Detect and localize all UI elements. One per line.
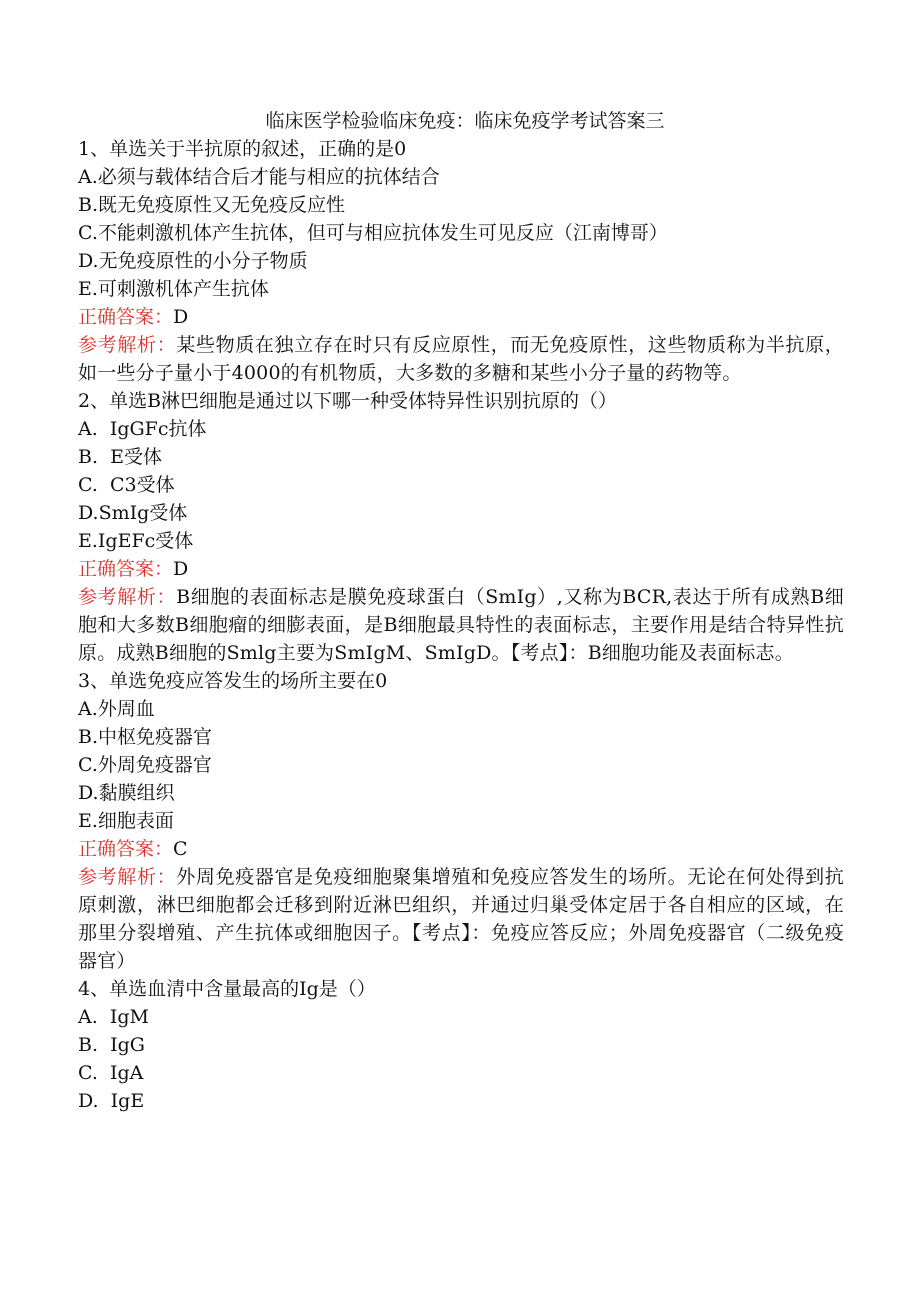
option-b: B. IgG — [78, 1034, 145, 1056]
question-stem: 2、单选B淋巴细胞是通过以下哪一种受体特异性识别抗原的（） — [78, 390, 618, 412]
explanation-text: 某些物质在独立存在时只有反应原性，而无免疫原性，这些物质称为半抗原，如一些分子量小于4000的有机物质，大多数的多糖和某些小分子量的药物等。 — [78, 334, 844, 384]
option-a: A.外周血 — [78, 698, 155, 720]
answer-label: 正确答案： — [78, 838, 174, 860]
correct-answer — [78, 555, 844, 583]
option-c: C. C3受体 — [78, 474, 175, 496]
explanation-label: 参考解析： — [78, 334, 177, 356]
option-a: A. IgGFc抗体 — [78, 418, 207, 440]
answer-value: D — [173, 306, 189, 328]
question-stem: 4、单选血清中含量最高的Ig是（） — [78, 978, 376, 1000]
question-4 — [78, 975, 844, 1115]
explanation-label: 参考解析： — [78, 586, 177, 608]
answer-value: C — [173, 838, 188, 860]
option-a: A. IgM — [78, 1006, 149, 1028]
option-d: D.黏膜组织 — [78, 782, 175, 804]
correct-answer — [78, 303, 844, 331]
answer-value: D — [173, 558, 189, 580]
question-stem: 1、单选关于半抗原的叙述，正确的是0 — [78, 138, 407, 160]
explanation — [78, 863, 844, 975]
option-e: E.IgEFc受体 — [78, 530, 194, 552]
option-b: B.既无免疫原性又无免疫反应性 — [78, 194, 346, 216]
question-3 — [78, 667, 844, 975]
option-d: D. IgE — [78, 1090, 145, 1112]
option-b: B.中枢免疫器官 — [78, 726, 213, 748]
explanation — [78, 331, 844, 387]
option-c: C.外周免疫器官 — [78, 754, 212, 776]
question-stem: 3、单选免疫应答发生的场所主要在0 — [78, 670, 388, 692]
document-title: 临床医学检验临床免疫：临床免疫学考试答案三 — [265, 110, 665, 132]
option-d: D.无免疫原性的小分子物质 — [78, 250, 308, 272]
question-1 — [78, 135, 844, 387]
option-e: E.细胞表面 — [78, 810, 174, 832]
option-c: C.不能刺激机体产生抗体，但可与相应抗体发生可见反应（江南博哥） — [78, 222, 668, 244]
option-c: C. IgA — [78, 1062, 144, 1084]
option-d: D.SmIg受体 — [78, 502, 188, 524]
answer-label: 正确答案： — [78, 558, 174, 580]
explanation — [78, 583, 844, 667]
explanation-text: 外周免疫器官是免疫细胞聚集增殖和免疫应答发生的场所。无论在何处得到抗原刺激，淋巴细胞都会迁移到附近淋巴组织，并通过归巢受体定居于各自相应的区域，在那里分裂增殖、产生抗体或细胞因子。【考点】：免疫应答反应；外周免疫器官（二级免疫器官） — [78, 866, 844, 972]
explanation-label: 参考解析： — [78, 866, 177, 888]
option-b: B. E受体 — [78, 446, 162, 468]
correct-answer — [78, 835, 844, 863]
answer-label: 正确答案： — [78, 306, 174, 328]
document-page — [78, 108, 844, 1115]
explanation-text: B细胞的表面标志是膜免疫球蛋白（SmIg）,又称为BCR,表达于所有成熟B细胞和大多数B细胞瘤的细膨表面，是B细胞最具特性的表面标志，主要作用是结合特异性抗原。成熟B细胞的Smlg主要为SmIgM、SmIgD。【考点】：B细胞功能及表面标志。 — [78, 586, 844, 664]
option-a: A.必须与载体结合后才能与相应的抗体结合 — [78, 166, 440, 188]
option-e: E.可刺激机体产生抗体 — [78, 278, 269, 300]
question-2 — [78, 387, 844, 667]
